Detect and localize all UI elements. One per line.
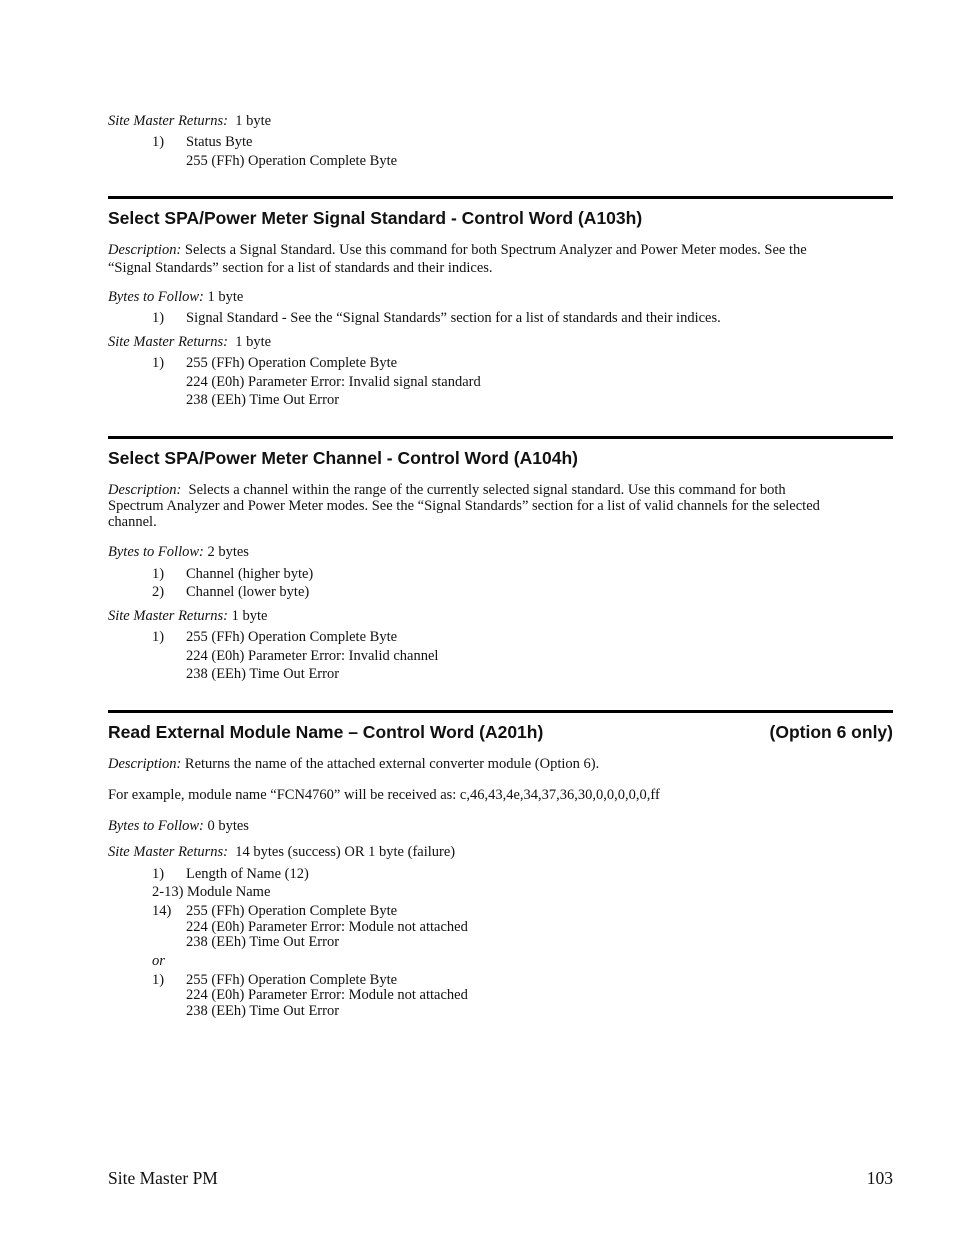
description-text: Selects a Signal Standard. Use this command for both Spectrum Analyzer and Power Meter modes. See the (184, 242, 807, 258)
item-text: 255 (FFh) Operation Complete Byte (186, 903, 398, 919)
item-text: 255 (FFh) Operation Complete Byte (186, 355, 398, 371)
description-label: Description: (108, 482, 182, 498)
returns-value: 1 byte (235, 334, 272, 350)
section-title: Read External Module Name – Control Word (A201h) (108, 722, 544, 742)
item-text: Status Byte (186, 134, 253, 150)
bytes-label: Bytes to Follow: (108, 544, 204, 560)
item-number: 1) (152, 972, 165, 988)
returns-line (108, 333, 271, 351)
bytes-value: 1 byte (207, 289, 244, 305)
section-divider (108, 196, 893, 199)
item-number: 2) (152, 584, 165, 600)
returns-label: Site Master Returns: (108, 334, 229, 350)
item-text: 224 (E0h) Parameter Error: Invalid channel (186, 648, 439, 664)
bytes-value: 2 bytes (207, 544, 249, 560)
section-heading (108, 721, 893, 743)
description-text: Spectrum Analyzer and Power Meter modes. See the “Signal Standards” section for a list of valid channels for the selected (108, 498, 820, 514)
item-number: 1) (152, 629, 165, 645)
bytes-to-follow-line (108, 288, 243, 306)
item-text: 238 (EEh) Time Out Error (186, 666, 340, 682)
description-text: Returns the name of the attached external converter module (Option 6). (184, 756, 600, 772)
item-text: 238 (EEh) Time Out Error (186, 934, 340, 950)
description (108, 755, 599, 773)
description-text: Selects a channel within the range of the currently selected signal standard. Use this command for both (188, 482, 786, 498)
returns-value: 14 bytes (success) OR 1 byte (failure) (235, 844, 456, 860)
item-text: 224 (E0h) Parameter Error: Invalid signal standard (186, 374, 481, 390)
item-number: 1) (152, 310, 165, 326)
description-label: Description: (108, 242, 182, 258)
item-number: 14) (152, 903, 172, 919)
description-label: Description: (108, 756, 182, 772)
description (108, 481, 893, 530)
item-text: Channel (higher byte) (186, 566, 314, 582)
footer-title: Site Master PM (108, 1168, 218, 1188)
item-text: 224 (E0h) Parameter Error: Module not attached (186, 987, 468, 1003)
description-text: “Signal Standards” section for a list of standards and their indices. (108, 260, 493, 276)
section-divider (108, 436, 893, 439)
item-number: 1) (152, 355, 165, 371)
item-number: 1) (152, 866, 165, 882)
item-number: 1) (152, 566, 165, 582)
section-title: Select SPA/Power Meter Channel - Control Word (A104h) (108, 448, 578, 468)
item-text: Signal Standard - See the “Signal Standards” section for a list of standards and their indices. (186, 310, 721, 326)
example-text: For example, module name “FCN4760” will be received as: c,46,43,4e,34,37,36,30,0,0,0,0,0,ff (108, 787, 660, 803)
item-text: 255 (FFh) Operation Complete Byte (186, 153, 398, 169)
item-text: 255 (FFh) Operation Complete Byte (186, 972, 398, 988)
item-text: 238 (EEh) Time Out Error (186, 1003, 340, 1019)
returns-label: Site Master Returns: (108, 608, 229, 624)
returns-value: 1 byte (231, 608, 268, 624)
section-divider (108, 710, 893, 713)
item-text: 255 (FFh) Operation Complete Byte (186, 629, 398, 645)
bytes-label: Bytes to Follow: (108, 289, 204, 305)
bytes-label: Bytes to Follow: (108, 818, 204, 834)
page-number: 103 (866, 1168, 893, 1188)
item-number: 1) (152, 134, 165, 150)
returns-value: 1 byte (235, 113, 272, 129)
option-note: (Option 6 only) (769, 722, 893, 742)
section-title: Select SPA/Power Meter Signal Standard - Control Word (A103h) (108, 208, 643, 228)
item-number: 2-13) Module Name (152, 884, 271, 900)
item-text: Length of Name (12) (186, 866, 309, 882)
returns-line (108, 843, 455, 861)
returns-label: Site Master Returns: (108, 113, 229, 129)
item-text: 238 (EEh) Time Out Error (186, 392, 340, 408)
returns-line (108, 112, 271, 130)
returns-line (108, 607, 267, 625)
item-text: 224 (E0h) Parameter Error: Module not attached (186, 919, 468, 935)
description-text: channel. (108, 513, 157, 530)
bytes-to-follow-line (108, 817, 249, 835)
item-text: Channel (lower byte) (186, 584, 310, 600)
bytes-to-follow-line (108, 543, 249, 561)
description (108, 241, 893, 277)
or-separator: or (152, 953, 165, 969)
bytes-value: 0 bytes (207, 818, 249, 834)
returns-label: Site Master Returns: (108, 844, 229, 860)
